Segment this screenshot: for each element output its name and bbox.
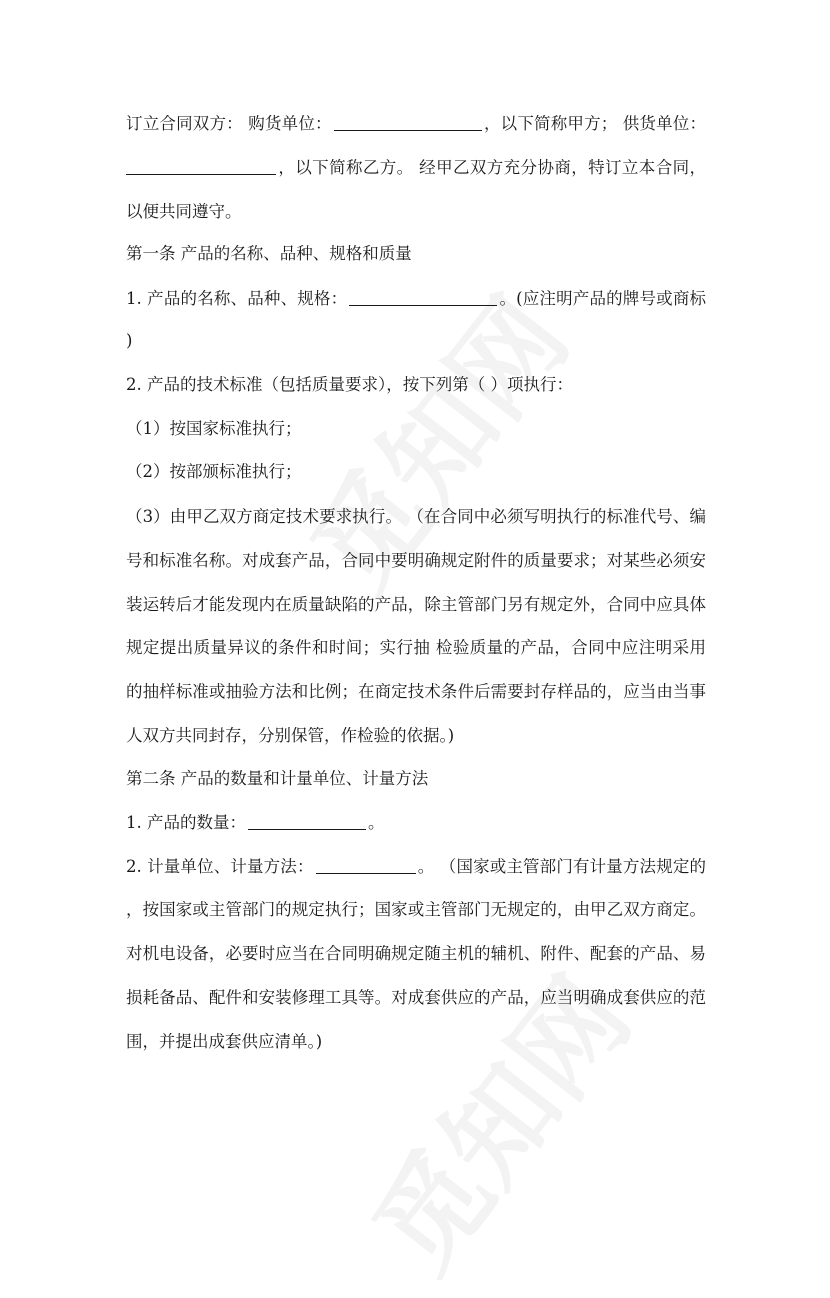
article-heading: 第一条 产品的名称、品种、规格和质量 — [126, 244, 412, 263]
text-run: 1. 产品的数量： — [126, 813, 246, 832]
text-run: 2. 计量单位、计量方法： — [126, 857, 314, 876]
paragraph-line: 对机电设备，必要时应当在合同明确规定随主机的辅机、附件、配套的产品、易 — [126, 944, 706, 963]
paragraph-line: 2. 产品的技术标准（包括质量要求），按下列第（ ）项执行： — [126, 375, 573, 394]
list-item: （2）按部颁标准执行； — [126, 462, 302, 481]
paragraph-line: 号和标准名称。对成套产品，合同中要明确规定附件的质量要求；对某些必须安 — [126, 551, 706, 570]
quantity-blank[interactable] — [248, 813, 366, 830]
product-spec-line — [126, 288, 706, 310]
contract-parties-line — [126, 113, 706, 135]
paragraph-line: 装运转后才能发现内在质量缺陷的产品，除主管部门另有规定外，合同中应具体 — [126, 595, 706, 614]
paragraph-line: 人双方共同封存，分别保管，作检验的依据。) — [126, 726, 455, 745]
text-run: 。 — [368, 813, 385, 832]
contract-parties-line — [126, 157, 706, 179]
paragraph-line: 规定提出质量异议的条件和时间；实行抽 检验质量的产品，合同中应注明采用 — [126, 638, 706, 657]
article-heading: 第二条 产品的数量和计量单位、计量方法 — [126, 769, 429, 788]
text-run: ，以下简称甲方； 供货单位： — [483, 114, 706, 133]
product-spec-blank[interactable] — [349, 289, 497, 306]
measurement-blank[interactable] — [316, 857, 416, 874]
measurement-line — [126, 856, 706, 878]
supplier-blank[interactable] — [126, 158, 276, 175]
buyer-blank[interactable] — [334, 114, 482, 131]
text-run: 1. 产品的名称、品种、规格： — [126, 289, 348, 308]
paragraph-line: ，按国家或主管部门的规定执行；国家或主管部门无规定的，由甲乙双方商定。 — [126, 900, 706, 919]
paragraph-line: 围，并提出成套供应清单。) — [126, 1032, 323, 1051]
paragraph-line: 以便共同遵守。 — [126, 202, 242, 221]
list-item: （3）由甲乙双方商定技术要求执行。 （在合同中必须写明执行的标准代号、编 — [126, 507, 706, 526]
text-run: 。 （国家或主管部门有计量方法规定的 — [417, 857, 706, 876]
paragraph-line: 的抽样标准或抽验方法和比例；在商定技术条件后需要封存样品的，应当由当事 — [126, 682, 706, 701]
list-item: （1）按国家标准执行； — [126, 419, 302, 438]
text-run: 订立合同双方： 购货单位： — [126, 114, 332, 133]
quantity-line — [126, 812, 385, 834]
text-run: 。(应注明产品的牌号或商标 — [499, 289, 706, 308]
paragraph-line: 损耗备品、配件和安装修理工具等。对成套供应的产品，应当明确成套供应的范 — [126, 988, 706, 1007]
text-run: ，以下简称乙方。 经甲乙双方充分协商，特订立本合同， — [278, 158, 706, 177]
paragraph-line: ) — [126, 331, 133, 350]
